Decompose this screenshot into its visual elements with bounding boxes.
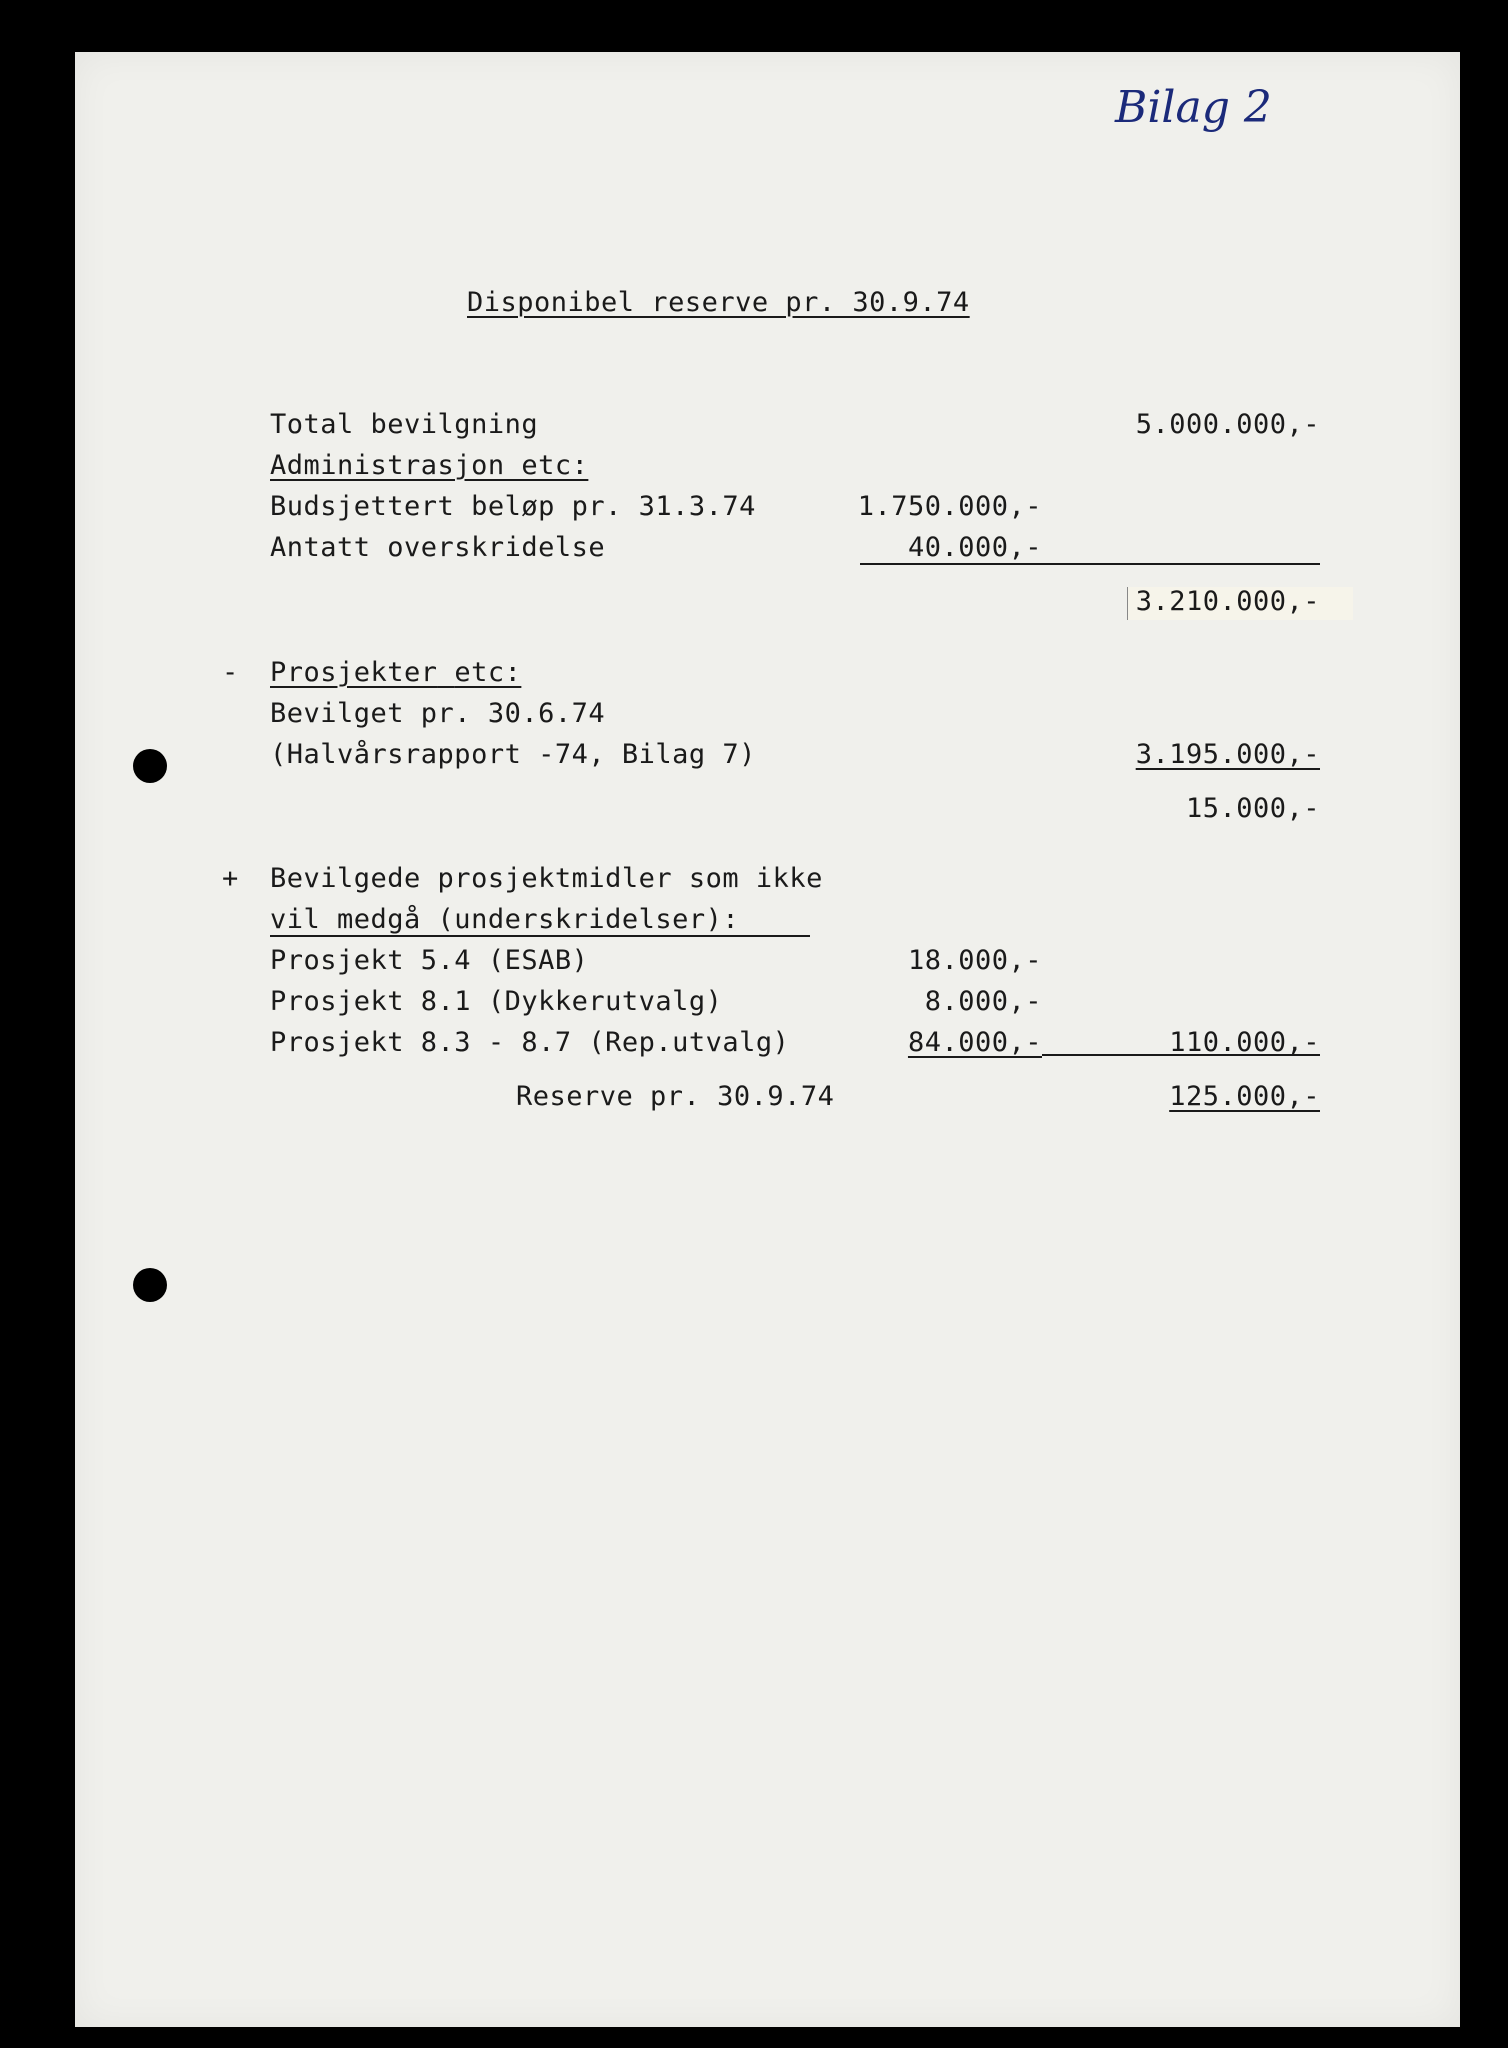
- difference-value: 15.000,-: [1185, 793, 1320, 824]
- project-8-3-value: 84.000,-: [907, 1027, 1042, 1058]
- total-label: Total bevilgning: [270, 409, 539, 440]
- report-value: 3.195.000,-: [1135, 739, 1320, 770]
- unspent-line-2: vil medgå (underskridelser):: [270, 904, 740, 935]
- project-8-3-label: Prosjekt 8.3 - 8.7 (Rep.utvalg): [270, 1027, 790, 1058]
- report-label: (Halvårsrapport -74, Bilag 7): [270, 739, 756, 770]
- total-value: 5.000.000,-: [1135, 409, 1320, 440]
- handwritten-annotation: Bilag 2: [1115, 82, 1272, 133]
- project-5-4-value: 18.000,-: [907, 945, 1042, 976]
- subtotal-value: 3.210.000,-: [1135, 586, 1320, 617]
- projects-heading-etc: etc:: [454, 657, 522, 688]
- plus-sign: +: [222, 863, 239, 894]
- overrun-value: 40.000,-: [907, 532, 1042, 563]
- punch-hole-bottom: [133, 1268, 167, 1302]
- projects-heading-word: Prosjekter: [270, 657, 438, 688]
- budget-label: Budsjettert beløp pr. 31.3.74: [270, 491, 756, 522]
- project-5-4-label: Prosjekt 5.4 (ESAB): [270, 945, 589, 976]
- granted-label: Bevilget pr. 30.6.74: [270, 698, 606, 729]
- document-title: Disponibel reserve pr. 30.9.74: [467, 287, 970, 318]
- reserve-value: 125.000,-: [1169, 1081, 1320, 1112]
- project-sum-value: 110.000,-: [1169, 1027, 1320, 1058]
- projects-heading: [270, 656, 521, 690]
- project-8-1-value: 8.000,-: [924, 986, 1042, 1017]
- subtotal-rule: [860, 563, 1320, 565]
- reserve-label: Reserve pr. 30.9.74: [516, 1081, 835, 1112]
- project-8-1-label: Prosjekt 8.1 (Dykkerutvalg): [270, 986, 723, 1017]
- budget-value: 1.750.000,-: [857, 491, 1042, 522]
- unspent-line-1: Bevilgede prosjektmidler som ikke: [270, 863, 823, 894]
- punch-hole-top: [133, 749, 167, 783]
- minus-sign: -: [222, 657, 239, 688]
- overrun-label: Antatt overskridelse: [270, 532, 606, 563]
- admin-heading: Administrasjon etc:: [270, 450, 589, 481]
- unspent-underline: [270, 935, 810, 937]
